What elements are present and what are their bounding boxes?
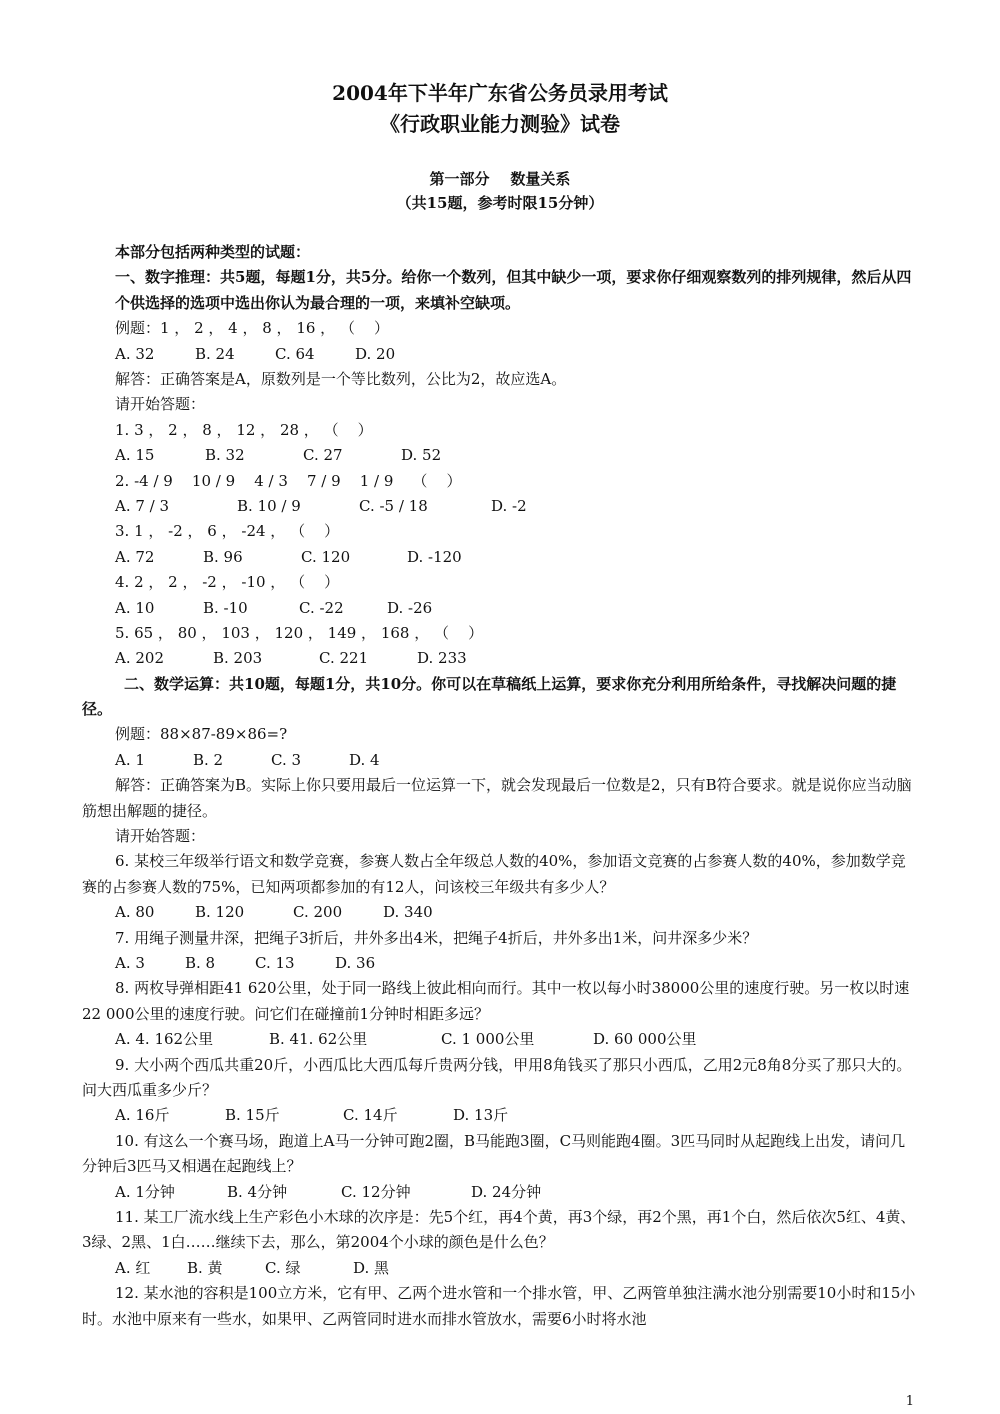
option: B. 32 <box>205 446 245 465</box>
question-8-options <box>82 1027 920 1052</box>
option: B. 120 <box>195 903 245 922</box>
question-10: 10. 有这么一个赛马场，跑道上A马一分钟可跑2圈，B马能跑3圈，C马则能跑4圈。3匹马同时从起跑线上出发，请问几分钟后3匹马又相遇在起跑线上？ <box>82 1131 906 1176</box>
option: C. -5 / 18 <box>359 496 428 515</box>
question-3-options <box>82 545 920 570</box>
question-11: 11. 某工厂流水线上生产彩色小木球的次序是：先5个红，再4个黄，再3个绿，再2个黑，再1个白，然后依次5红、4黄、3绿、2黑、1白……继续下去，那么，第2004个小球的颜色是什么色？ <box>82 1208 916 1252</box>
option: A. 4. 162公里 <box>115 1030 214 1049</box>
question-3: 3. 1 ， -2 ， 6 ， -24 ， （ ） <box>115 522 340 541</box>
section2-start: 请开始答题： <box>115 827 206 846</box>
question-6-options <box>82 900 920 925</box>
exam-body <box>82 240 920 1332</box>
section1-answer: 解答：正确答案是A，原数列是一个等比数列，公比为2，故应选A。 <box>115 369 567 388</box>
option: C. 221 <box>319 649 369 668</box>
question-9-options <box>82 1103 920 1128</box>
section1-example-options <box>82 342 920 367</box>
question-12: 12. 某水池的容积是100立方米，它有甲、乙两个进水管和一个排水管，甲、乙两管单独注满水池分别需要10小时和15小时。水池中原来有一些水，如果甲、乙两管同时进水而排水管放水，需要6小时将水池 <box>82 1284 916 1328</box>
section2-example: 例题：88×87-89×86=? <box>115 725 288 744</box>
option: B. 96 <box>203 547 243 566</box>
option: D. -2 <box>491 496 527 515</box>
option: D. 黑 <box>353 1258 390 1277</box>
option: B. 4分钟 <box>227 1182 288 1201</box>
option: B. -10 <box>203 598 248 617</box>
option: C. 64 <box>275 344 315 363</box>
option: A. 15 <box>115 446 155 465</box>
option: A. 72 <box>115 547 155 566</box>
option: B. 10 / 9 <box>237 496 301 515</box>
exam-title: 2004年下半年广东省公务员录用考试 <box>332 81 668 105</box>
option: C. 3 <box>271 750 302 769</box>
option: B. 黄 <box>187 1258 223 1277</box>
question-2: 2. -4 / 9 10 / 9 4 / 3 7 / 9 1 / 9 （ ） <box>115 471 462 490</box>
option: A. 7 / 3 <box>115 496 170 515</box>
section1-heading: 一、数字推理：共5题，每题1分，共5分。给你一个数列，但其中缺少一项，要求你仔细观察数列的排列规律，然后从四个供选择的选项中选出你认为最合理的一项，来填补空缺项。 <box>115 268 912 312</box>
option: B. 41. 62公里 <box>269 1030 368 1049</box>
question-5-options <box>82 646 920 671</box>
page-number: 1 <box>905 1394 914 1409</box>
option: D. -26 <box>387 598 433 617</box>
option: B. 8 <box>185 954 216 973</box>
question-10-options <box>82 1180 920 1205</box>
option: C. 200 <box>293 903 343 922</box>
option: D. 13斤 <box>453 1106 509 1125</box>
option: B. 2 <box>193 750 224 769</box>
question-2-options <box>82 494 920 519</box>
option: A. 10 <box>115 598 155 617</box>
option: B. 24 <box>195 344 235 363</box>
option: D. 233 <box>417 649 467 668</box>
question-1-options <box>82 443 920 468</box>
option: C. 120 <box>301 547 351 566</box>
question-5: 5. 65 ， 80 ， 103 ， 120 ， 149 ， 168 ， （ ） <box>115 623 484 642</box>
option: A. 80 <box>115 903 155 922</box>
option: D. 24分钟 <box>471 1182 542 1201</box>
section2-heading: 二、数学运算：共10题，每题1分，共10分。你可以在草稿纸上运算，要求你充分利用所给条件，寻找解决问题的捷径。 <box>82 674 897 719</box>
part-title: 第一部分 数量关系 <box>429 170 571 188</box>
question-1: 1. 3 ， 2 ， 8 ， 12 ， 28 ， （ ） <box>115 420 373 439</box>
option: B. 15斤 <box>225 1106 280 1125</box>
option: C. 12分钟 <box>341 1182 411 1201</box>
option: D. 340 <box>383 903 433 922</box>
option: A. 红 <box>115 1258 151 1277</box>
question-7: 7. 用绳子测量井深，把绳子3折后，井外多出4米，把绳子4折后，井外多出1米，问井深多少米？ <box>115 928 758 947</box>
option: A. 16斤 <box>115 1106 170 1125</box>
option: D. 52 <box>401 446 442 465</box>
exam-subtitle: 《行政职业能力测验》试卷 <box>380 112 620 136</box>
section2-answer: 解答：正确答案为B。实际上你只要用最后一位运算一下，就会发现最后一位数是2，只有B符合要求。就是说你应当动脑筋想出解题的捷径。 <box>82 776 912 820</box>
option: C. 1 000公里 <box>441 1030 535 1049</box>
option: A. 1 <box>115 750 145 769</box>
option: D. 20 <box>355 344 396 363</box>
question-9: 9. 大小两个西瓜共重20斤，小西瓜比大西瓜每斤贵两分钱，甲用8角钱买了那只小西瓜，乙用2元8角8分买了那只大的。问大西瓜重多少斤？ <box>82 1055 912 1100</box>
option: A. 1分钟 <box>115 1182 175 1201</box>
question-4: 4. 2 ， 2 ， -2 ， -10 ， （ ） <box>115 573 340 592</box>
intro-text: 本部分包括两种类型的试题： <box>115 243 311 261</box>
question-6: 6. 某校三年级举行语文和数学竞赛，参赛人数占全年级总人数的40%，参加语文竞赛的占参赛人数的40%，参加数学竞赛的占参赛人数的75%，已知两项都参加的有12人，问该校三年级共有多少人？ <box>82 852 906 896</box>
option: C. 13 <box>255 954 295 973</box>
option: A. 3 <box>115 954 145 973</box>
section2-example-options <box>82 748 920 773</box>
option: D. -120 <box>407 547 462 566</box>
option: C. 绿 <box>265 1258 301 1277</box>
option: A. 32 <box>115 344 155 363</box>
question-4-options <box>82 596 920 621</box>
option: A. 202 <box>115 649 164 668</box>
option: D. 60 000公里 <box>593 1030 697 1049</box>
question-11-options <box>82 1256 920 1281</box>
part-subtitle: （共15题，参考时限15分钟） <box>396 194 604 212</box>
option: D. 4 <box>349 750 380 769</box>
question-8: 8. 两枚导弹相距41 620公里，处于同一路线上彼此相向而行。其中一枚以每小时38000公里的速度行驶。另一枚以时速22 000公里的速度行驶。问它们在碰撞前1分钟时相距多远？ <box>82 979 910 1023</box>
section1-example: 例题：1 ， 2 ， 4 ， 8 ， 16 ， （ ） <box>115 319 390 338</box>
option: D. 36 <box>335 954 376 973</box>
option: C. 27 <box>303 446 343 465</box>
option: B. 203 <box>213 649 263 668</box>
option: C. 14斤 <box>343 1106 398 1125</box>
option: C. -22 <box>299 598 344 617</box>
section1-start: 请开始答题： <box>115 395 206 414</box>
question-7-options <box>82 951 920 976</box>
